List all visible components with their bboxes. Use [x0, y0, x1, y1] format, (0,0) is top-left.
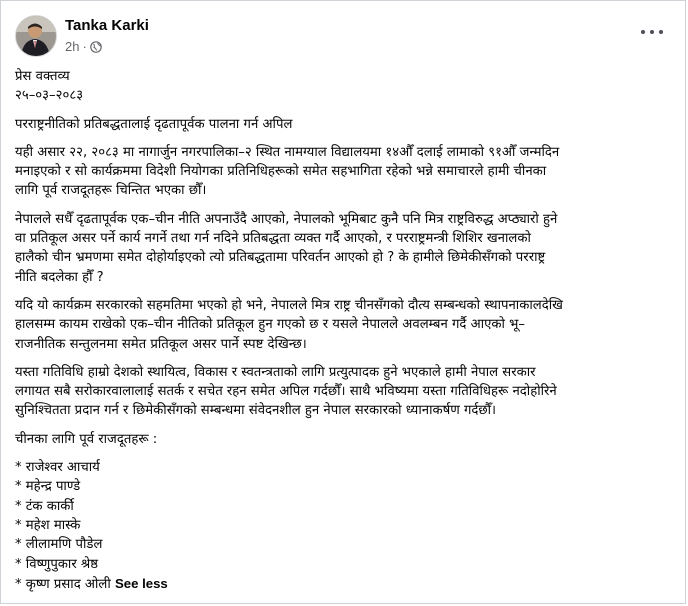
paragraph-1: यही असार २२, २०८३ मा नागार्जुन नगरपालिका–२ स्थित नामग्याल विद्यालयमा १४औँ दलाई लामाको ९१औँ जन्मदिन मनाइएको र सो कार्यक्रममा विदेशी नियोगका प्रतिनिधिहरूको समेत सहभागिता रहेको भन्ने समाचारले हामी चीनका लागि पूर्व राजदूतहरू चिन्तित भएका छौँ। — [15, 144, 560, 199]
list-item: * लीलामणि पौडेल — [15, 537, 103, 553]
post-meta: 2h · — [65, 39, 102, 54]
list-item: * टंक कार्की — [15, 498, 74, 514]
author-name[interactable]: Tanka Karki — [65, 17, 149, 34]
press-date: २५–०३–२०८३ — [15, 88, 84, 104]
paragraph-3: यदि यो कार्यक्रम सरकारको सहमतिमा भएको हो भने, नेपालले मित्र राष्ट्र चीनसँगको दौत्य सम्बन्धको स्थापनाकालदेखि हालसम्म कायम राखेको एक–चीन नीतिको प्रतिकूल हुन गएको छ र यसले नेपालले अवलम्बन गर्दै आएको भू– राजनीतिक सन्तुलनमा समेत प्रतिकूल असर पार्ने स्पष्ट देखिन्छ। — [15, 297, 563, 352]
see-less-link[interactable]: See less — [114, 575, 168, 591]
post-timestamp[interactable]: 2h — [65, 39, 80, 54]
post-body — [15, 67, 675, 594]
list-item: * राजेश्वर आचार्य — [15, 460, 100, 476]
paragraph-2: नेपालले सधैँ दृढतापूर्वक एक–चीन नीति अपनाउँदै आएको, नेपालको भूमिबाट कुनै पनि मित्र राष्ट्रविरुद्ध अप्ठ्यारो हुने वा प्रतिकूल असर पर्ने कार्य नगर्ने तथा गर्न नदिने प्रतिबद्धता व्यक्त गर्दै आएको, र परराष्ट्रमन्त्री शिशिर खनालको हालैको चीन भ्रमणमा समेत दोहोर्याइएको त्यो प्रतिबद्धतामा परिवर्तन आएको हो ? के हामीले छिमेकीसँगको परराष्ट्र नीति बदलेका हौँ ? — [15, 211, 558, 285]
list-item: * महेश मास्के — [15, 517, 81, 533]
globe-icon[interactable] — [90, 41, 102, 53]
avatar-photo — [16, 16, 56, 56]
paragraph-4: यस्ता गतिविधि हाम्रो देशको स्थायित्व, विकास र स्वतन्त्रताको लागि प्रत्युत्पादक हुने भएकाले हामी नेपाल सरकार लगायत सबै सरोकारवालालाई सतर्क र सचेत रहन समेत अपिल गर्दछौँ। साथै भविष्यमा यस्ता गतिविधिहरू नदोहोरिने सुनिश्चितता प्रदान गर्न र छिमेकीसँगको सम्बन्धमा संवेदनशील हुन नेपाल सरकारको ध्यानाकर्षण गर्दछौँ। — [15, 364, 557, 419]
list-item-text: * कृष्ण प्रसाद ओली — [15, 576, 111, 592]
list-item: * विष्णुपुकार श्रेष्ठ — [15, 556, 99, 572]
more-options-icon[interactable] — [641, 25, 663, 39]
signatories-heading: चीनका लागि पूर्व राजदूतहरू : — [15, 431, 158, 447]
list-item: * महेन्द्र पाण्डे — [15, 479, 81, 495]
press-label: प्रेस वक्तव्य — [15, 69, 70, 84]
signatory-list — [15, 458, 675, 594]
post-heading: परराष्ट्रनीतिको प्रतिबद्धतालाई दृढतापूर्वक पालना गर्न अपिल — [15, 116, 293, 132]
avatar[interactable] — [15, 15, 57, 57]
post-header — [15, 15, 665, 59]
list-item — [15, 574, 675, 594]
